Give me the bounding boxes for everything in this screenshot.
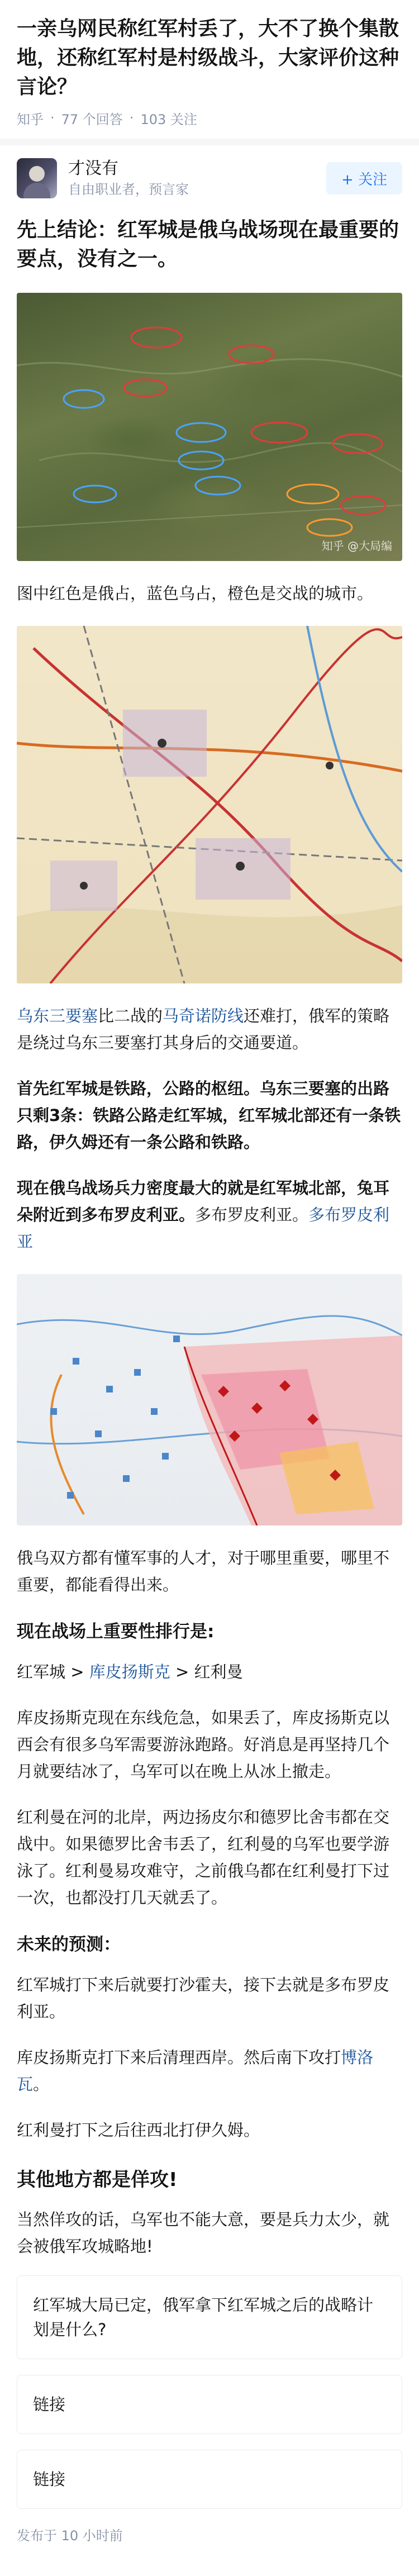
answer-lead: 先上结论：红军城是俄乌战场现在最重要的要点，没有之一。 xyxy=(17,218,399,270)
front-line-map-image[interactable] xyxy=(17,1274,402,1525)
heading-other-feints: 其他地方都是佯攻! xyxy=(17,2169,178,2191)
paragraph-prediction-2 xyxy=(17,2044,402,2098)
paragraph-prediction-1: 红军城打下来后就要打沙霍夫，接下去就是多布罗皮利亚。 xyxy=(17,1975,390,2021)
paragraph-three-fortresses xyxy=(17,1002,402,1056)
text-span: 红军城 > xyxy=(17,1662,89,1681)
avatar[interactable] xyxy=(17,158,57,198)
text-span: 库皮扬斯克打下来后清理西岸。然后南下攻打 xyxy=(17,2048,341,2067)
image-watermark: 知乎 @大局编 xyxy=(321,539,392,553)
answer-count[interactable]: 77 个回答 xyxy=(61,111,123,127)
front-line-map-overlay xyxy=(17,1274,402,1525)
follow-count: 103 关注 xyxy=(140,111,197,127)
question-meta xyxy=(17,108,402,127)
link-card[interactable]: 链接 xyxy=(17,2375,402,2434)
related-question-card[interactable]: 红军城大局已定，俄军拿下红军城之后的战略计划是什么? xyxy=(17,2275,402,2359)
follow-button[interactable]: + 关注 xyxy=(326,162,402,194)
paragraph-transport-hub: 首先红军城是铁路，公路的枢纽。乌东三要塞的出路只剩3条：铁路公路走红军城，红军城北部还有一条铁路，伊久姆还有一条公路和铁路。 xyxy=(17,1079,401,1152)
paragraph-lyman: 红利曼在河的北岸，两边扬皮尔和德罗比舍韦都在交战中。如果德罗比舍韦丢了，红利曼的乌军也要学游泳了。红利曼易攻难守，之前俄乌都在红利曼打下过一次，也都没打几天就丢了。 xyxy=(17,1808,390,1907)
question-header xyxy=(0,0,419,127)
heading-future-prediction: 未来的预测： xyxy=(17,1935,121,1955)
answer-body xyxy=(0,216,419,2561)
question-title[interactable]: 一亲乌网民称红军村丢了，大不了换个集散地，还称红军村是村级战斗，大家评价这种言论？ xyxy=(17,17,399,98)
link-three-fortresses[interactable]: 乌东三要塞 xyxy=(17,1006,98,1025)
link-dobropillia[interactable]: 多布罗皮利亚 xyxy=(17,1205,390,1251)
author-bio: 自由职业者，预言家 xyxy=(68,182,189,197)
paragraph-ranking xyxy=(17,1658,402,1685)
satellite-map-image[interactable] xyxy=(17,293,402,561)
text-span: 。 xyxy=(33,2075,50,2094)
paragraph-prediction-3: 红利曼打下之后往西北打伊久姆。 xyxy=(17,2121,260,2140)
published-time: 发布于 10 小时前 xyxy=(17,2528,123,2544)
paragraph-military-talent: 俄乌双方都有懂军事的人才，对于哪里重要，哪里不重要，都能看得出来。 xyxy=(17,1548,390,1594)
link-kupiansk[interactable]: 库皮扬斯克 xyxy=(89,1662,170,1681)
paragraph-force-density xyxy=(17,1175,402,1255)
road-rail-map-image[interactable] xyxy=(17,626,402,983)
heading-importance-ranking: 现在战场上重要性排行是: xyxy=(17,1622,215,1642)
meta-separator: · xyxy=(129,110,134,126)
text-span: 比二战的 xyxy=(98,1006,163,1025)
author-name[interactable]: 才没有 xyxy=(68,159,118,178)
author-row xyxy=(0,145,419,210)
site-name: 知乎 xyxy=(17,111,44,127)
section-divider xyxy=(0,139,419,145)
satellite-map-overlay xyxy=(17,293,402,561)
text-span: 还难打，俄军的策略是绕过乌东三要塞打其身后的交通要道。 xyxy=(17,1006,390,1052)
link-card[interactable]: 链接 xyxy=(17,2450,402,2509)
text-span: 多布罗皮利亚。 xyxy=(195,1205,309,1224)
author-info xyxy=(68,158,326,199)
meta-separator: · xyxy=(50,110,55,126)
paragraph-kupiansk: 库皮扬斯克现在东线危急，如果丢了，库皮扬斯克以西会有很多乌军需要游泳跑路。好消息是再坚持几个月就要结冰了，乌军可以在晚上从冰上撤走。 xyxy=(17,1708,390,1781)
bold-text: 现在俄乌战场兵力密度最大的就是红军城北部，兔耳朵附近到多布罗皮利亚。 xyxy=(17,1178,390,1224)
road-rail-map-overlay xyxy=(17,626,402,983)
link-borova[interactable]: 博洛瓦 xyxy=(17,2048,374,2094)
figure1-caption: 图中红色是俄占，蓝色乌占，橙色是交战的城市。 xyxy=(17,584,374,603)
text-span: > 红利曼 xyxy=(170,1662,243,1681)
link-maginot-line[interactable]: 马奇诺防线 xyxy=(163,1006,244,1025)
paragraph-feints: 当然佯攻的话，乌军也不能大意，要是兵力太少，就会被俄军攻城略地! xyxy=(17,2210,390,2256)
